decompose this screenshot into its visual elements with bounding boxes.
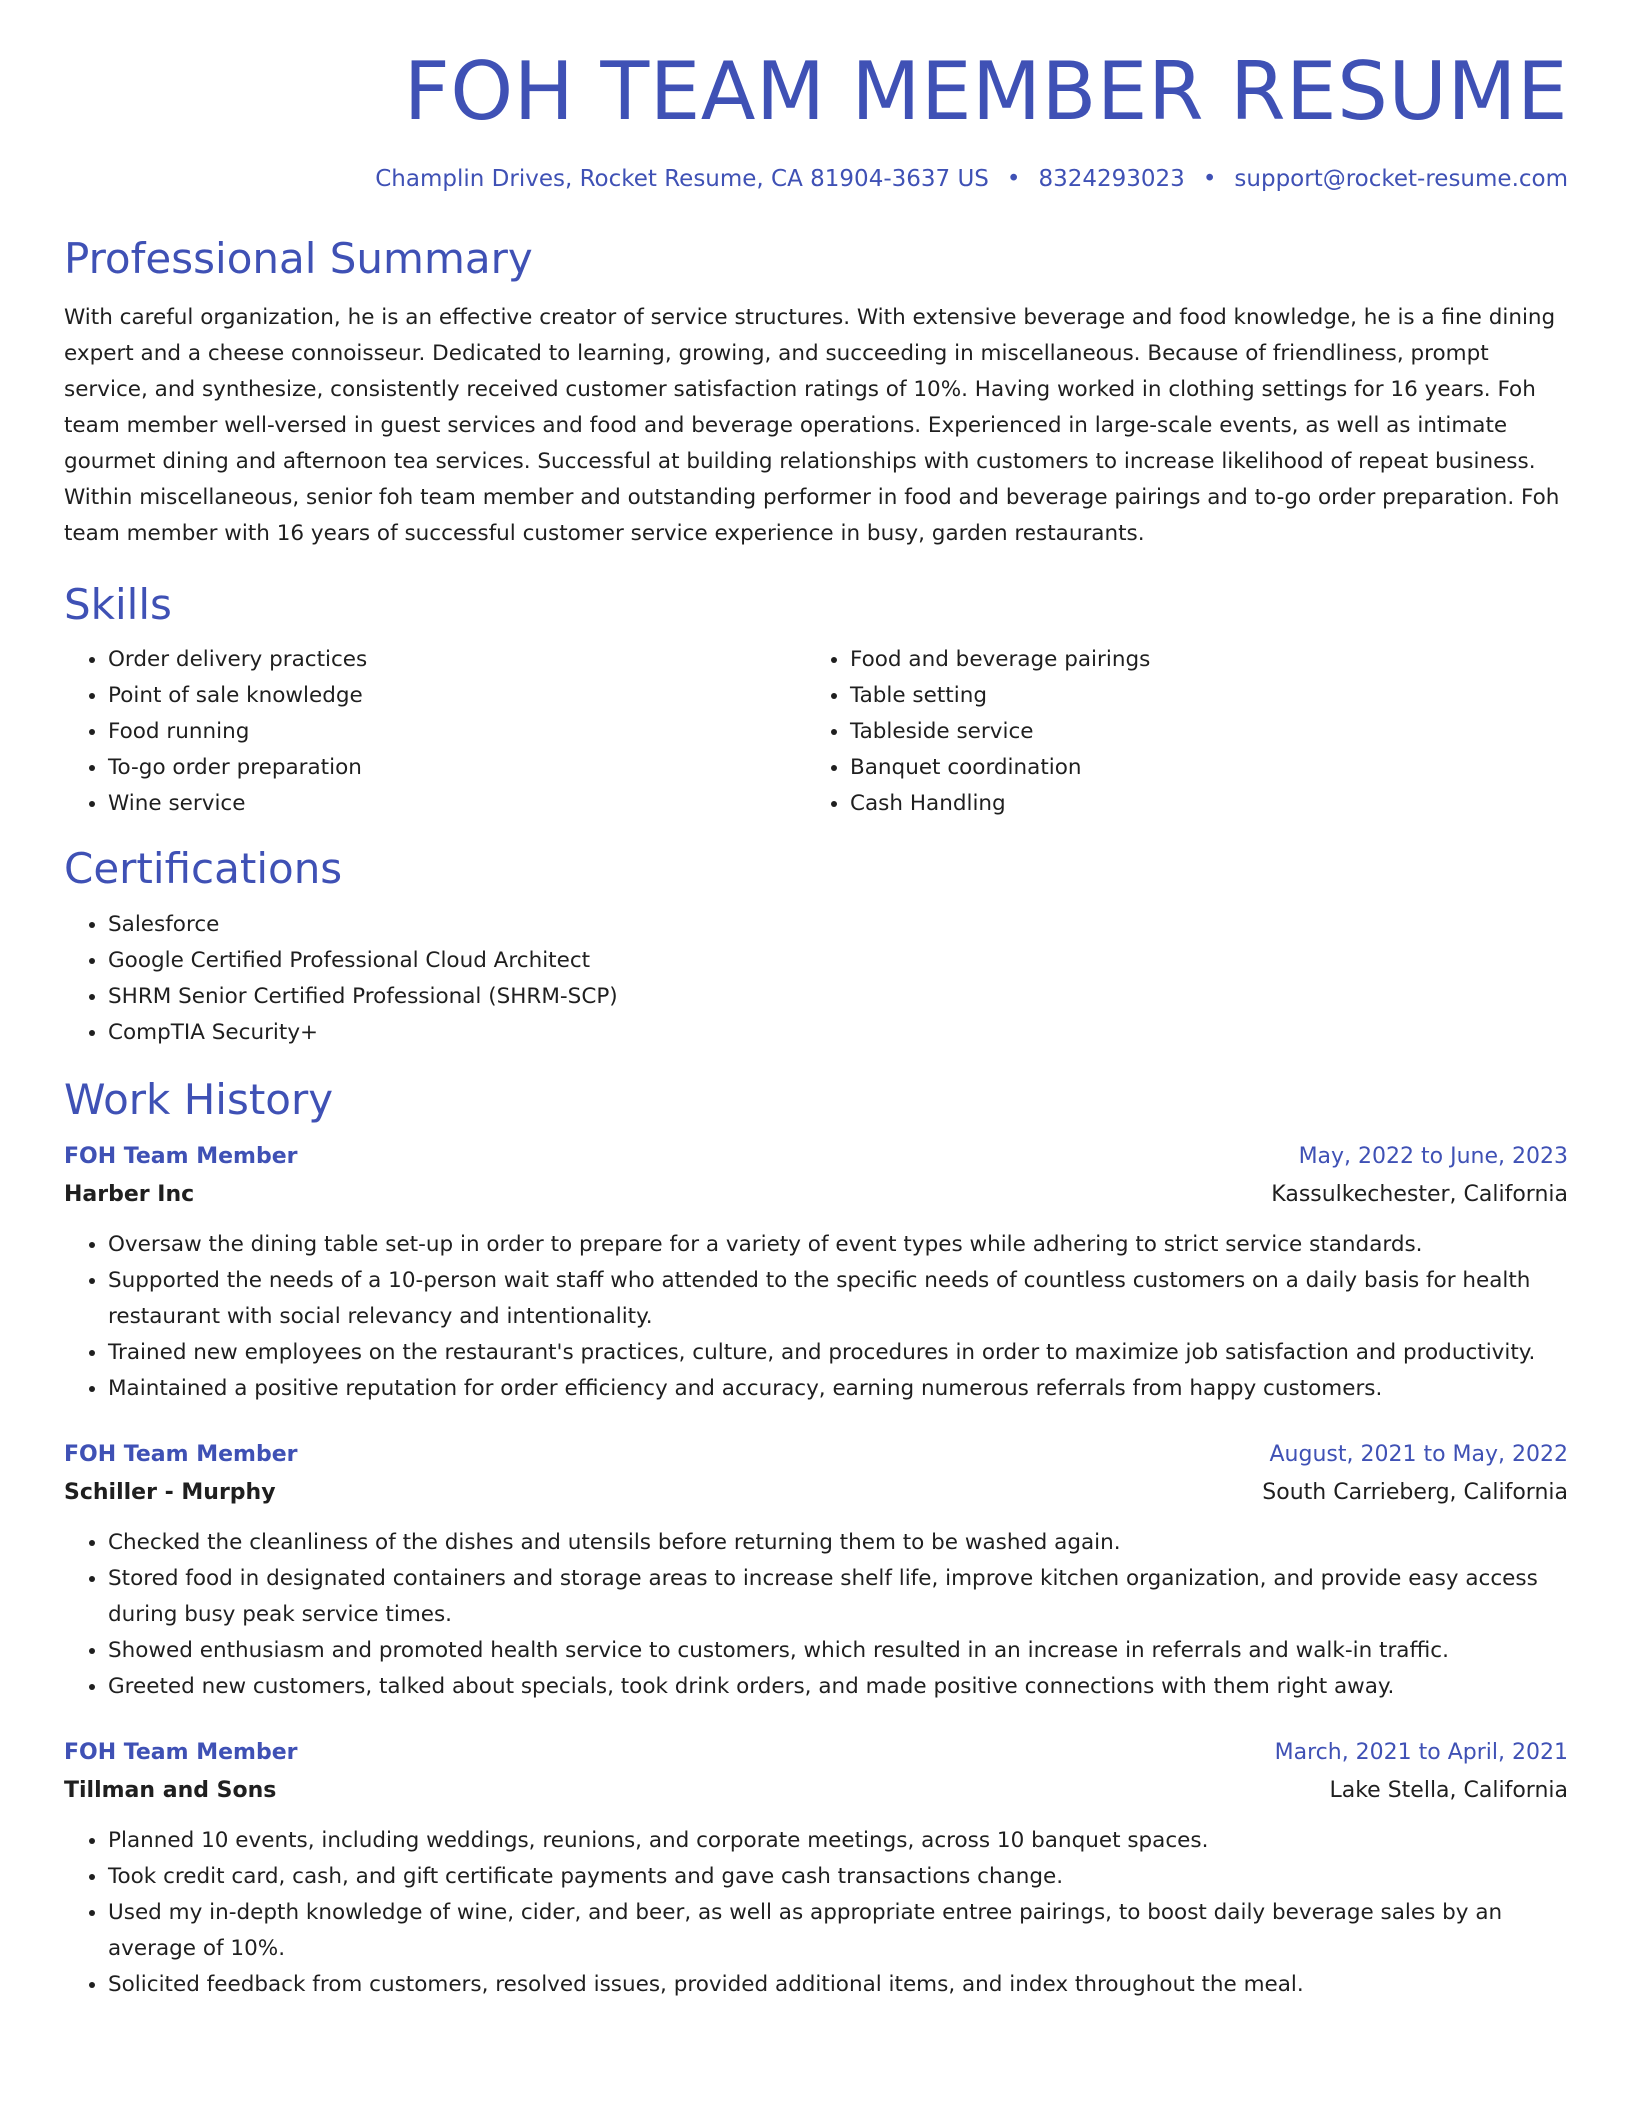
resume-title: FOH TEAM MEMBER RESUME — [403, 45, 1568, 138]
skill-item: • Wine service — [108, 786, 806, 822]
skill-item: • Table setting — [850, 678, 1548, 714]
skill-item: • Banquet coordination — [850, 750, 1548, 786]
skills-right-list — [806, 642, 1548, 822]
certification-item: • SHRM Senior Certified Professional (SHRM-SCP) — [108, 979, 1568, 1015]
contact-email[interactable]: support@rocket-resume.com — [1234, 166, 1568, 192]
skill-item: • Tableside service — [850, 714, 1548, 750]
skill-item: • Point of sale knowledge — [108, 678, 806, 714]
job-company: Harber Inc — [64, 1181, 195, 1207]
job-dates: August, 2021 to May, 2022 — [1269, 1441, 1568, 1467]
job-bullet: • Trained new employees on the restaurant's practices, culture, and procedures in order to maximize job satisfaction and productivity. — [108, 1335, 1568, 1371]
summary-text: With careful organization, he is an effective creator of service structures. With extensive beverage and food knowledge, he is a fine dining expert and a cheese connoisseur. Dedicated to learning, growing, and succeeding in miscellaneous. Because of friendliness, prompt service, and synthesize, consistently received customer satisfaction ratings of 10%. Having worked in clothing settings for 16 years. Foh team member well-versed in guest services and food and beverage operations. Experienced in large-scale events, as well as intimate gourmet dining and afternoon tea services. Successful at building relationships with customers to increase likelihood of repeat business. Within miscellaneous, senior foh team member and outstanding performer in food and beverage pairings and to-go order preparation. Foh team member with 16 years of successful customer service experience in busy, garden restaurants. — [64, 305, 1560, 547]
skill-item: • Cash Handling — [850, 786, 1548, 822]
job-company: Tillman and Sons — [64, 1777, 277, 1803]
job-title: FOH Team Member — [64, 1143, 298, 1169]
certification-item: • Google Certified Professional Cloud Architect — [108, 943, 1568, 979]
job-entry — [64, 1735, 1568, 2003]
job-title-row — [64, 1437, 1568, 1473]
job-bullets — [64, 1823, 1568, 2003]
certification-item: • Salesforce — [108, 907, 1568, 943]
contact-separator: • — [1202, 166, 1217, 192]
job-title-row — [64, 1735, 1568, 1771]
skills-grid — [64, 642, 1568, 822]
job-bullet: • Oversaw the dining table set-up in order to prepare for a variety of event types while adhering to strict service standards. — [108, 1227, 1568, 1263]
job-bullet: • Took credit card, cash, and gift certificate payments and gave cash transactions change. — [108, 1859, 1568, 1895]
job-bullet: • Stored food in designated containers and storage areas to increase shelf life, improve kitchen organization, and provide easy access during busy peak service times. — [108, 1561, 1568, 1633]
job-bullet: • Planned 10 events, including weddings, reunions, and corporate meetings, across 10 banquet spaces. — [108, 1823, 1568, 1859]
certification-item: • CompTIA Security+ — [108, 1015, 1568, 1051]
job-company-row — [64, 1771, 1568, 1811]
job-company: Schiller - Murphy — [64, 1479, 276, 1505]
job-bullets — [64, 1227, 1568, 1407]
job-location: Kassulkechester, California — [1271, 1181, 1568, 1207]
job-location: Lake Stella, California — [1329, 1777, 1568, 1803]
job-title: FOH Team Member — [64, 1441, 298, 1467]
contact-address: Champlin Drives, Rocket Resume, CA 81904-3637 US — [375, 166, 989, 192]
skill-item: • To-go order preparation — [108, 750, 806, 786]
skill-item: • Order delivery practices — [108, 642, 806, 678]
job-title-row — [64, 1139, 1568, 1175]
job-company-row — [64, 1175, 1568, 1215]
job-company-row — [64, 1473, 1568, 1513]
resume-page — [64, 0, 1568, 2003]
job-bullet: • Maintained a positive reputation for order efficiency and accuracy, earning numerous referrals from happy customers. — [108, 1371, 1568, 1407]
job-bullet: • Checked the cleanliness of the dishes and utensils before returning them to be washed again. — [108, 1525, 1568, 1561]
job-bullet: • Greeted new customers, talked about specials, took drink orders, and made positive connections with them right away. — [108, 1669, 1568, 1705]
certifications-list — [64, 907, 1568, 1051]
skill-item: • Food running — [108, 714, 806, 750]
job-location: South Carrieberg, California — [1262, 1479, 1568, 1505]
contact-line — [64, 166, 1568, 192]
job-dates: March, 2021 to April, 2021 — [1274, 1739, 1568, 1765]
resume-header — [64, 0, 1568, 192]
job-bullet: • Solicited feedback from customers, resolved issues, provided additional items, and index throughout the meal. — [108, 1967, 1568, 2003]
contact-separator: • — [1006, 166, 1021, 192]
job-title: FOH Team Member — [64, 1739, 298, 1765]
job-bullets — [64, 1525, 1568, 1705]
contact-phone: 8324293023 — [1038, 166, 1185, 192]
skill-item: • Food and beverage pairings — [850, 642, 1548, 678]
certifications-heading: Certifications — [64, 844, 343, 894]
job-entry — [64, 1437, 1568, 1705]
job-bullet: • Used my in-depth knowledge of wine, cider, and beer, as well as appropriate entree pairings, to boost daily beverage sales by an average of 10%. — [108, 1895, 1568, 1967]
job-bullet: • Supported the needs of a 10-person wait staff who attended to the specific needs of countless customers on a daily basis for health restaurant with social relevancy and intentionality. — [108, 1263, 1568, 1335]
summary-heading: Professional Summary — [64, 234, 533, 283]
skills-heading: Skills — [64, 580, 172, 630]
job-dates: May, 2022 to June, 2023 — [1298, 1143, 1568, 1169]
job-entry — [64, 1139, 1568, 1407]
work-history-heading: Work History — [64, 1074, 334, 1124]
job-bullet: • Showed enthusiasm and promoted health service to customers, which resulted in an increase in referrals and walk-in traffic. — [108, 1633, 1568, 1669]
skills-left-list — [64, 642, 806, 822]
